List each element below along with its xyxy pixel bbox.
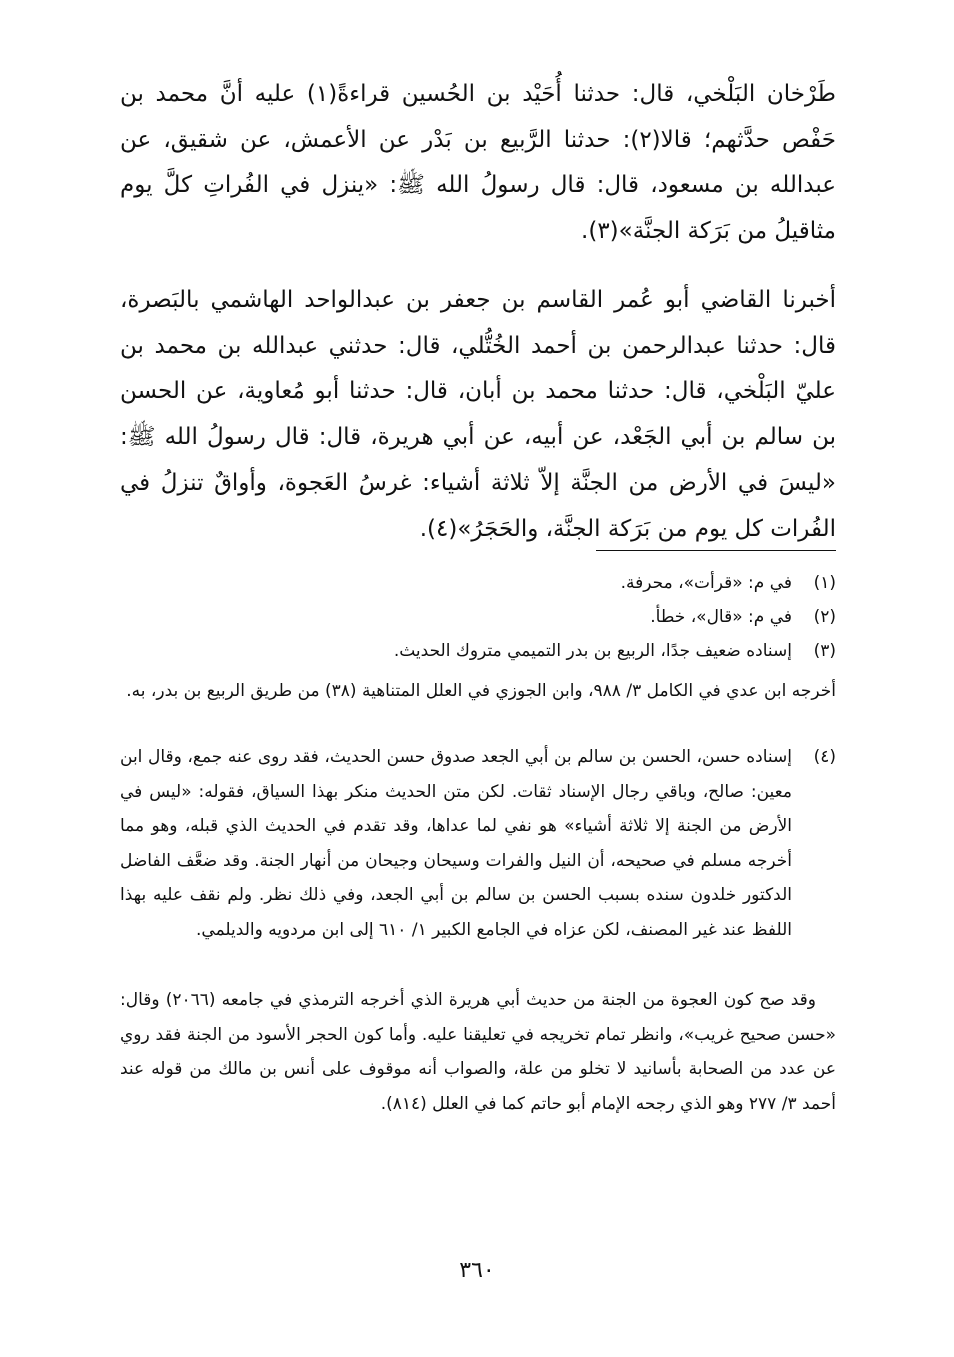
footnote-text: في م: «قال»، خطأ. bbox=[650, 607, 792, 627]
footnote-text: في م: «قرأت»، محرفة. bbox=[620, 573, 792, 593]
footnote-continuation-text: أخرجه ابن عدي في الكامل ٣/ ٩٨٨، وابن الجوزي في العلل المتناهية (٣٨) من طريق الربيع بن بدر، به. bbox=[126, 681, 836, 701]
page-number: ٣٦٠ bbox=[459, 1258, 495, 1283]
footnote-1 bbox=[120, 566, 836, 601]
footnote-3-continuation bbox=[120, 674, 836, 709]
footnote-3 bbox=[120, 634, 836, 669]
body-paragraph-2: أخبرنا القاضي أبو عُمر القاسم بن جعفر بن عبدالواحد الهاشمي بالبَصرة، قال: حدثنا عبدالرحمن بن أحمد الخُتُّلي، قال: حدثني عبدالله بن محمد بن عليّ البَلْخي، قال: حدثنا محمد بن أبان، قال: حدثنا أبو مُعاوية، عن الحسن بن سالم بن أبي الجَعْد، عن أبيه، عن أبي هريرة، قال: قال رسولُ الله ﷺ: «ليسَ في الأرض من الجنَّة إلاّ ثلاثة أشياء: غرسُ العَجوة، وأواقٌ تنزلُ في الفُرات كل يوم من بَرَكة الجنَّة، والحَجَرُ»(٤). bbox=[120, 287, 836, 542]
footnote-text: إسناده ضعيف جدًا، الربيع بن بدر التميمي متروك الحديث. bbox=[393, 641, 792, 661]
footnote-4 bbox=[120, 740, 836, 947]
footnote-number: (٢) bbox=[813, 607, 836, 627]
footnote-2 bbox=[120, 600, 836, 635]
footnote-number: (٣) bbox=[813, 641, 836, 661]
footnote-number: (١) bbox=[813, 573, 836, 593]
footnote-separator bbox=[596, 550, 836, 551]
body-paragraph-1: طَرْخان البَلْخي، قال: حدثنا أُحَيْد بن الحُسين قراءةً(١) عليه أنَّ محمد بن حَفْص حدَّثهم؛ قالا(٢): حدثنا الرَّبيع بن بَدْر عن الأعمش، عن شقيق، عن عبدالله بن مسعود، قال: قال رسولُ الله ﷺ: «ينزل في الفُراتِ كلَّ يوم مثاقيلُ من بَرَكة الجنَّة»(٣). bbox=[120, 81, 837, 245]
footnote-text: إسناده حسن، الحسن بن سالم بن أبي الجعد صدوق حسن الحديث، فقد روى عنه جمع، وقال ابن معين: صالح، وباقي رجال الإسناد ثقات. لكن متن الحديث منكر بهذا السياق، فقوله: «ليس في الأرض من الجنة إلا ثلاثة أشياء» هو نفي لما عداها، وقد تقدم في الحديث الذي قبله، وهو مما أخرجه مسلم في صحيحه، أن النيل والفرات وسيحان وجيحان من أنهار الجنة. وقد ضعَّف الفاضل الدكتور خلدون سنده بسبب الحسن بن سالم بن أبي الجعد، وفي ذلك نظر. ولم نقف عليه بهذا اللفظ عند غير المصنف، لكن عزاه في الجامع الكبير ١/ ٦١٠ إلى ابن مردويه والديلمي. bbox=[120, 747, 792, 940]
footnote-continuation-text: وقد صح كون العجوة من الجنة من حديث أبي هريرة الذي أخرجه الترمذي في جامعه (٢٠٦٦) وقال: «حسن صحيح غريب»، وانظر تمام تخريجه في تعليقنا عليه. وأما كون الحجر الأسود من الجنة فقد روي عن عدد من الصحابة بأسانيد لا تخلو من علة، والصواب أنه موقوف على أنس بن مالك من قوله عند أحمد ٣/ ٢٧٧ وهو الذي رجحه الإمام أبو حاتم كما في العلل (٨١٤). bbox=[120, 990, 836, 1114]
footnote-number: (٤) bbox=[813, 747, 836, 767]
footnote-4-continuation bbox=[120, 983, 836, 1121]
